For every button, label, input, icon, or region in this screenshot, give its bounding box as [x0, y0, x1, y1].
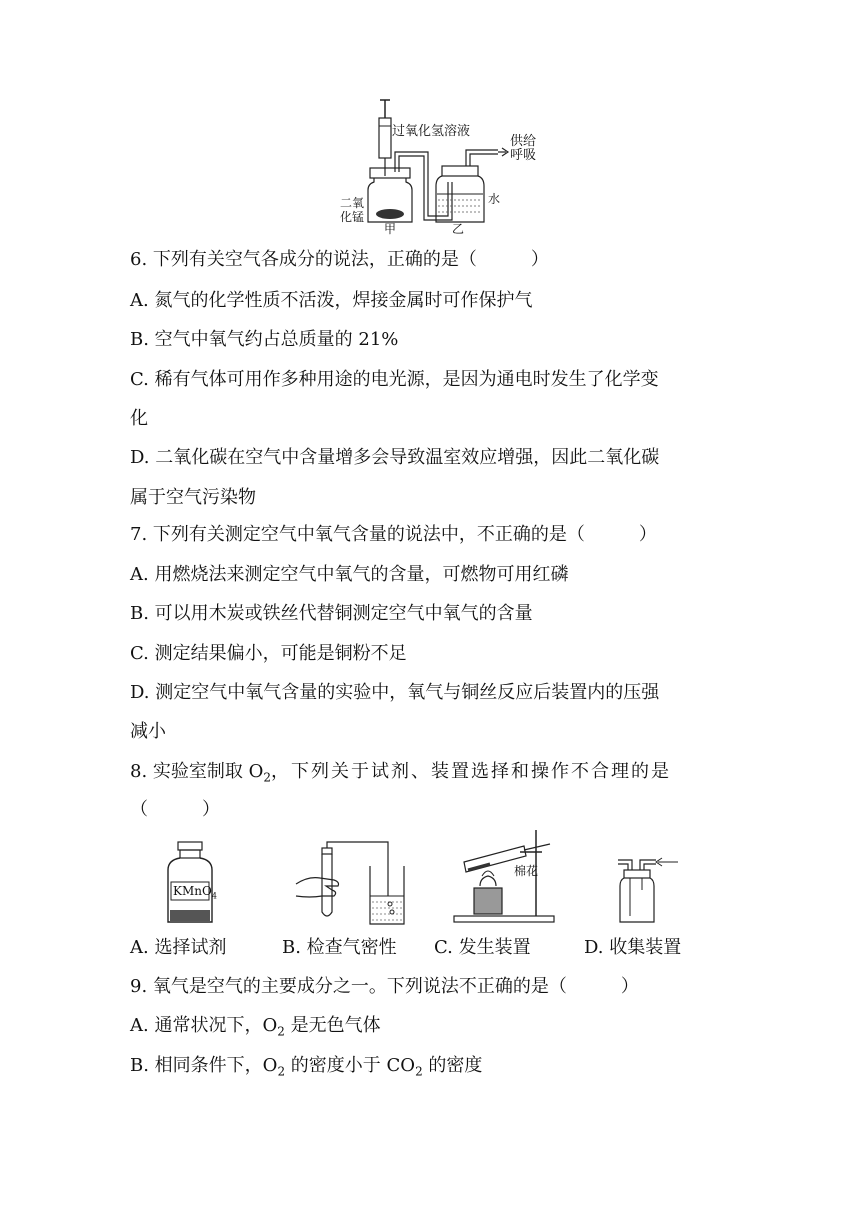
- label-mno2-1: 二氧: [340, 196, 365, 210]
- q9-b-sub2: 2: [415, 1064, 423, 1079]
- q7-option-a: A. 用燃烧法来测定空气中氧气的含量，可燃物可用红磷: [130, 564, 569, 585]
- q9-b-pre: B. 相同条件下，O: [130, 1055, 278, 1076]
- q9-option-a: [130, 1014, 381, 1044]
- q8-option-c: C. 发生装置: [434, 937, 531, 958]
- cotton-label: 棉花: [514, 864, 539, 878]
- q7-option-d-line1: D. 测定空气中氧气含量的实验中，氧气与铜丝反应后装置内的压强: [130, 682, 660, 703]
- q8-stem-pre: 8. 实验室制取 O: [130, 761, 264, 782]
- q6-option-c-line1: C. 稀有气体可用作多种用途的电光源，是因为通电时发生了化学变: [130, 369, 659, 390]
- q6-option-b: B. 空气中氧气约占总质量的 21%: [130, 329, 399, 350]
- q9-b-mid: 的密度小于 CO: [285, 1055, 416, 1076]
- q9-b-post: 的密度: [422, 1055, 483, 1076]
- q8-option-a: A. 选择试剂: [130, 937, 227, 958]
- q8-stem-line2: （ ）: [130, 799, 220, 820]
- label-breath: 呼吸: [510, 148, 537, 163]
- collection-bottle-figure: [612, 850, 682, 926]
- generator-setup-figure: [450, 826, 560, 926]
- q6-option-a: A. 氮气的化学性质不活泼，焊接金属时可作保护气: [130, 290, 533, 311]
- q8-stem-sub: 2: [263, 770, 272, 785]
- q6-option-c-line2: 化: [130, 408, 148, 429]
- label-yi: 乙: [452, 222, 465, 236]
- label-supply: 供给: [510, 134, 537, 149]
- q9-a-pre: A. 通常状况下，O: [130, 1015, 278, 1036]
- bottle-label-text: KMnO: [173, 884, 212, 898]
- q9-stem: 9. 氧气是空气的主要成分之一。下列说法不正确的是（ ）: [130, 976, 639, 997]
- bottle-label-sub: 4: [211, 891, 217, 901]
- bottle-label: [173, 884, 217, 903]
- q7-option-b: B. 可以用木炭或铁丝代替铜测定空气中氧气的含量: [130, 603, 533, 624]
- label-water: 水: [488, 192, 501, 206]
- q8-option-d: D. 收集装置: [584, 937, 682, 958]
- q8-option-b: B. 检查气密性: [282, 937, 397, 958]
- q7-option-d-line2: 减小: [130, 721, 166, 742]
- q6-stem: 6. 下列有关空气各成分的说法，正确的是（ ）: [130, 249, 549, 270]
- q7-option-c: C. 测定结果偏小，可能是铜粉不足: [130, 643, 407, 664]
- q7-stem: 7. 下列有关测定空气中氧气含量的说法中，不正确的是（ ）: [130, 524, 657, 545]
- airtightness-figure: [292, 838, 412, 926]
- reagent-bottle-figure: [160, 840, 220, 925]
- q9-option-b: [130, 1054, 482, 1084]
- label-jia: 甲: [384, 222, 397, 236]
- label-h2o2: 过氧化氢溶液: [392, 124, 471, 139]
- q8-stem-post: ，下列关于试剂、装置选择和操作不合理的是: [271, 761, 672, 782]
- q9-a-sub: 2: [277, 1024, 285, 1039]
- q6-option-d-line2: 属于空气污染物: [130, 487, 256, 508]
- q8-stem: [130, 760, 671, 790]
- label-mno2-2: 化锰: [340, 210, 365, 224]
- q9-b-sub: 2: [277, 1064, 286, 1079]
- q6-option-d-line1: D. 二氧化碳在空气中含量增多会导致温室效应增强，因此二氧化碳: [130, 447, 660, 468]
- q9-a-post: 是无色气体: [284, 1015, 381, 1036]
